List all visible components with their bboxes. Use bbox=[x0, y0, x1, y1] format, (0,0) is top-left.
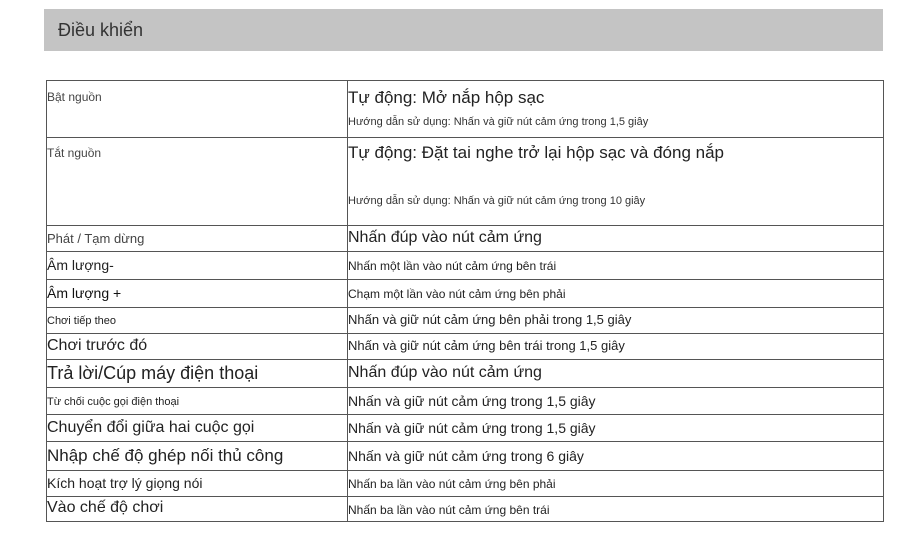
description-text: Nhấn ba lần vào nút cảm ứng bên trái bbox=[348, 503, 550, 517]
description-cell bbox=[348, 81, 884, 138]
description-cell bbox=[348, 280, 884, 308]
table-row bbox=[47, 471, 884, 497]
action-label: Âm lượng- bbox=[47, 257, 114, 273]
action-cell bbox=[47, 388, 348, 415]
action-label: Bật nguồn bbox=[47, 90, 102, 104]
action-cell bbox=[47, 360, 348, 388]
table-row bbox=[47, 226, 884, 252]
action-label: Trả lời/Cúp máy điện thoại bbox=[47, 363, 259, 383]
description-cell bbox=[348, 308, 884, 334]
table-row bbox=[47, 334, 884, 360]
description-text: Nhấn và giữ nút cảm ứng bên phải trong 1,5 giây bbox=[348, 312, 632, 327]
usage-note: Hướng dẫn sử dụng: Nhấn và giữ nút cảm ứng trong 10 giây bbox=[348, 195, 646, 207]
description-cell bbox=[348, 497, 884, 522]
description-cell bbox=[348, 415, 884, 442]
action-cell bbox=[47, 442, 348, 471]
description-text: Nhấn và giữ nút cảm ứng bên trái trong 1,5 giây bbox=[348, 338, 625, 353]
table-row bbox=[47, 360, 884, 388]
action-label: Kích hoạt trợ lý giọng nói bbox=[47, 475, 203, 491]
table-row bbox=[47, 252, 884, 280]
action-label: Chuyển đổi giữa hai cuộc gọi bbox=[47, 419, 255, 436]
description-text: Nhấn ba lần vào nút cảm ứng bên phải bbox=[348, 477, 556, 491]
description-text: Nhấn và giữ nút cảm ứng trong 6 giây bbox=[348, 448, 584, 464]
table-row bbox=[47, 280, 884, 308]
description-text: Tự động: Đặt tai nghe trở lại hộp sạc và đóng nắp bbox=[348, 143, 724, 162]
action-cell bbox=[47, 81, 348, 138]
action-cell bbox=[47, 252, 348, 280]
description-cell bbox=[348, 360, 884, 388]
action-cell bbox=[47, 308, 348, 334]
description-text: Nhấn một lần vào nút cảm ứng bên trái bbox=[348, 259, 557, 273]
description-text: Nhấn và giữ nút cảm ứng trong 1,5 giây bbox=[348, 420, 596, 436]
description-cell bbox=[348, 334, 884, 360]
description-text: Nhấn và giữ nút cảm ứng trong 1,5 giây bbox=[348, 393, 596, 409]
action-cell bbox=[47, 226, 348, 252]
description-cell bbox=[348, 442, 884, 471]
action-label: Vào chế độ chơi bbox=[47, 499, 164, 516]
table-row bbox=[47, 308, 884, 334]
table-row bbox=[47, 415, 884, 442]
action-label: Chơi tiếp theo bbox=[47, 315, 116, 327]
table-row bbox=[47, 81, 884, 138]
action-cell bbox=[47, 334, 348, 360]
action-label: Tắt nguồn bbox=[47, 146, 102, 160]
description-cell bbox=[348, 388, 884, 415]
description-text: Nhấn đúp vào nút cảm ứng bbox=[348, 364, 542, 381]
action-cell bbox=[47, 138, 348, 226]
action-cell bbox=[47, 497, 348, 522]
section-title: Điều khiển bbox=[58, 20, 144, 40]
description-text: Nhấn đúp vào nút cảm ứng bbox=[348, 229, 542, 246]
action-label: Phát / Tạm dừng bbox=[47, 231, 145, 246]
description-cell bbox=[348, 138, 884, 226]
table-row bbox=[47, 388, 884, 415]
action-cell bbox=[47, 471, 348, 497]
table-row bbox=[47, 497, 884, 522]
section-header bbox=[44, 9, 883, 51]
table-row bbox=[47, 442, 884, 471]
description-cell bbox=[348, 471, 884, 497]
description-cell bbox=[348, 252, 884, 280]
action-cell bbox=[47, 280, 348, 308]
controls-table bbox=[46, 80, 884, 522]
description-text: Chạm một lần vào nút cảm ứng bên phải bbox=[348, 287, 566, 301]
description-cell bbox=[348, 226, 884, 252]
action-label: Chơi trước đó bbox=[47, 337, 148, 354]
action-label: Nhập chế độ ghép nối thủ công bbox=[47, 446, 284, 465]
action-label: Âm lượng + bbox=[47, 285, 122, 301]
usage-note: Hướng dẫn sử dụng: Nhấn và giữ nút cảm ứng trong 1,5 giây bbox=[348, 116, 649, 128]
action-label: Từ chối cuộc gọi điện thoại bbox=[47, 396, 180, 408]
action-cell bbox=[47, 415, 348, 442]
table-row bbox=[47, 138, 884, 226]
description-text: Tự động: Mở nắp hộp sạc bbox=[348, 88, 545, 107]
